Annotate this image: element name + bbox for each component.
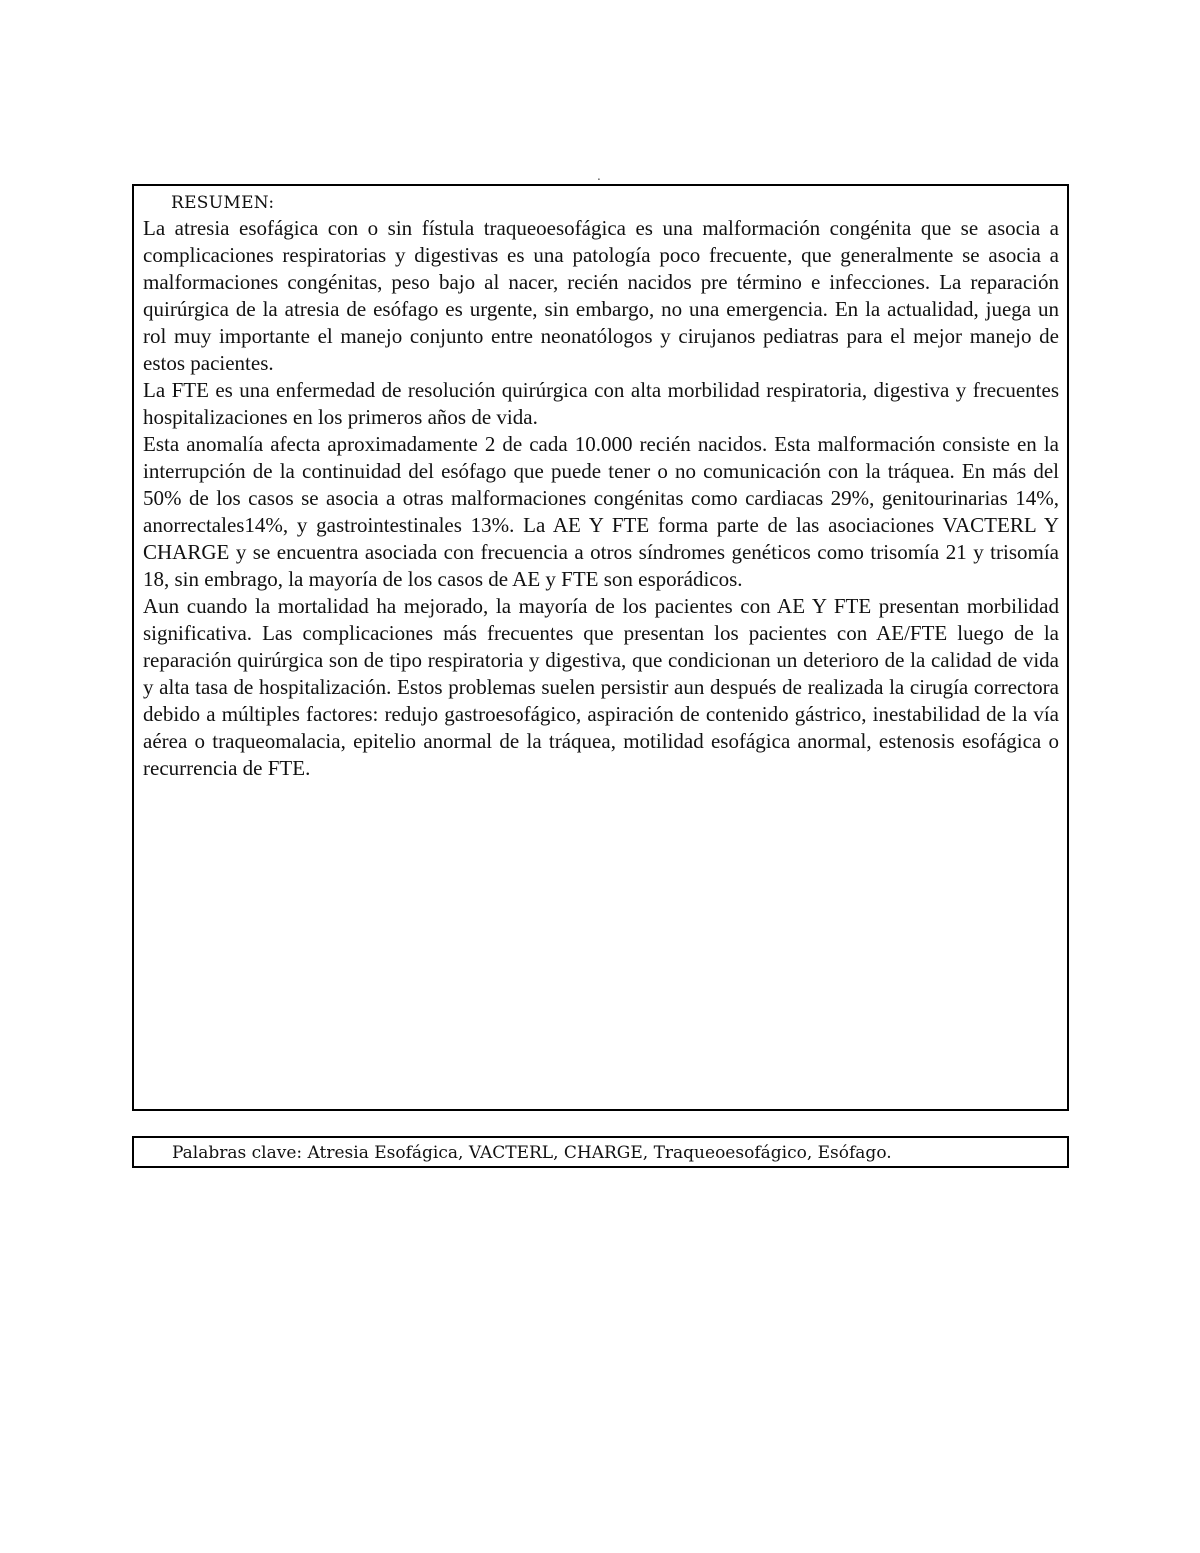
abstract-paragraph-4: Aun cuando la mortalidad ha mejorado, la mayoría de los pacientes con AE Y FTE presentan morbilidad significativa. Las complicaciones más frecuentes que presentan los pacientes con AE/FTE luego de la reparación quirúrgica son de tipo respiratoria y digestiva, que condicionan un deterioro de la calidad de vida y alta tasa de hospitalización. Estos problemas suelen persistir aun después de realizada la cirugía correctora debido a múltiples factores: redujo gastroesofágico, aspiración de contenido gástrico, inestabilidad de la vía aérea o traqueomalacia, epitelio anormal de la tráquea, motilidad esofágica anormal, estenosis esofágica o recurrencia de FTE.: [143, 594, 1059, 780]
abstract-box: [132, 184, 1069, 1111]
abstract-paragraph-3: Esta anomalía afecta aproximadamente 2 de cada 10.000 recién nacidos. Esta malformación consiste en la interrupción de la continuidad del esófago que puede tener o no comunicación con la tráquea. En más del 50% de los casos se asocia a otras malformaciones congénitas como cardiacas 29%, genitourinarias 14%, anorrectales14%, y gastrointestinales 13%. La AE Y FTE forma parte de las asociaciones VACTERL Y CHARGE y se encuentra asociada con frecuencia a otros síndromes genéticos como trisomía 21 y trisomía 18, sin embrago, la mayoría de los casos de AE y FTE son esporádicos.: [143, 432, 1059, 591]
keywords-box: [132, 1136, 1069, 1168]
abstract-content: [134, 186, 1067, 782]
abstract-heading: RESUMEN:: [171, 193, 275, 213]
page-mark: .: [597, 169, 601, 183]
keywords-text: Palabras clave: Atresia Esofágica, VACTERL, CHARGE, Traqueoesofágico, Esófago.: [172, 1143, 892, 1163]
abstract-paragraph-1: La atresia esofágica con o sin fístula traqueoesofágica es una malformación congénita que se asocia a complicaciones respiratorias y digestivas es una patología poco frecuente, que generalmente se asocia a malformaciones congénitas, peso bajo al nacer, recién nacidos pre término e infecciones. La reparación quirúrgica de la atresia de esófago es urgente, sin embargo, no una emergencia. En la actualidad, juega un rol muy importante el manejo conjunto entre neonatólogos y cirujanos pediatras para el mejor manejo de estos pacientes.: [143, 216, 1059, 375]
abstract-paragraph-2: La FTE es una enfermedad de resolución quirúrgica con alta morbilidad respiratoria, digestiva y frecuentes hospitalizaciones en los primeros años de vida.: [143, 378, 1059, 429]
